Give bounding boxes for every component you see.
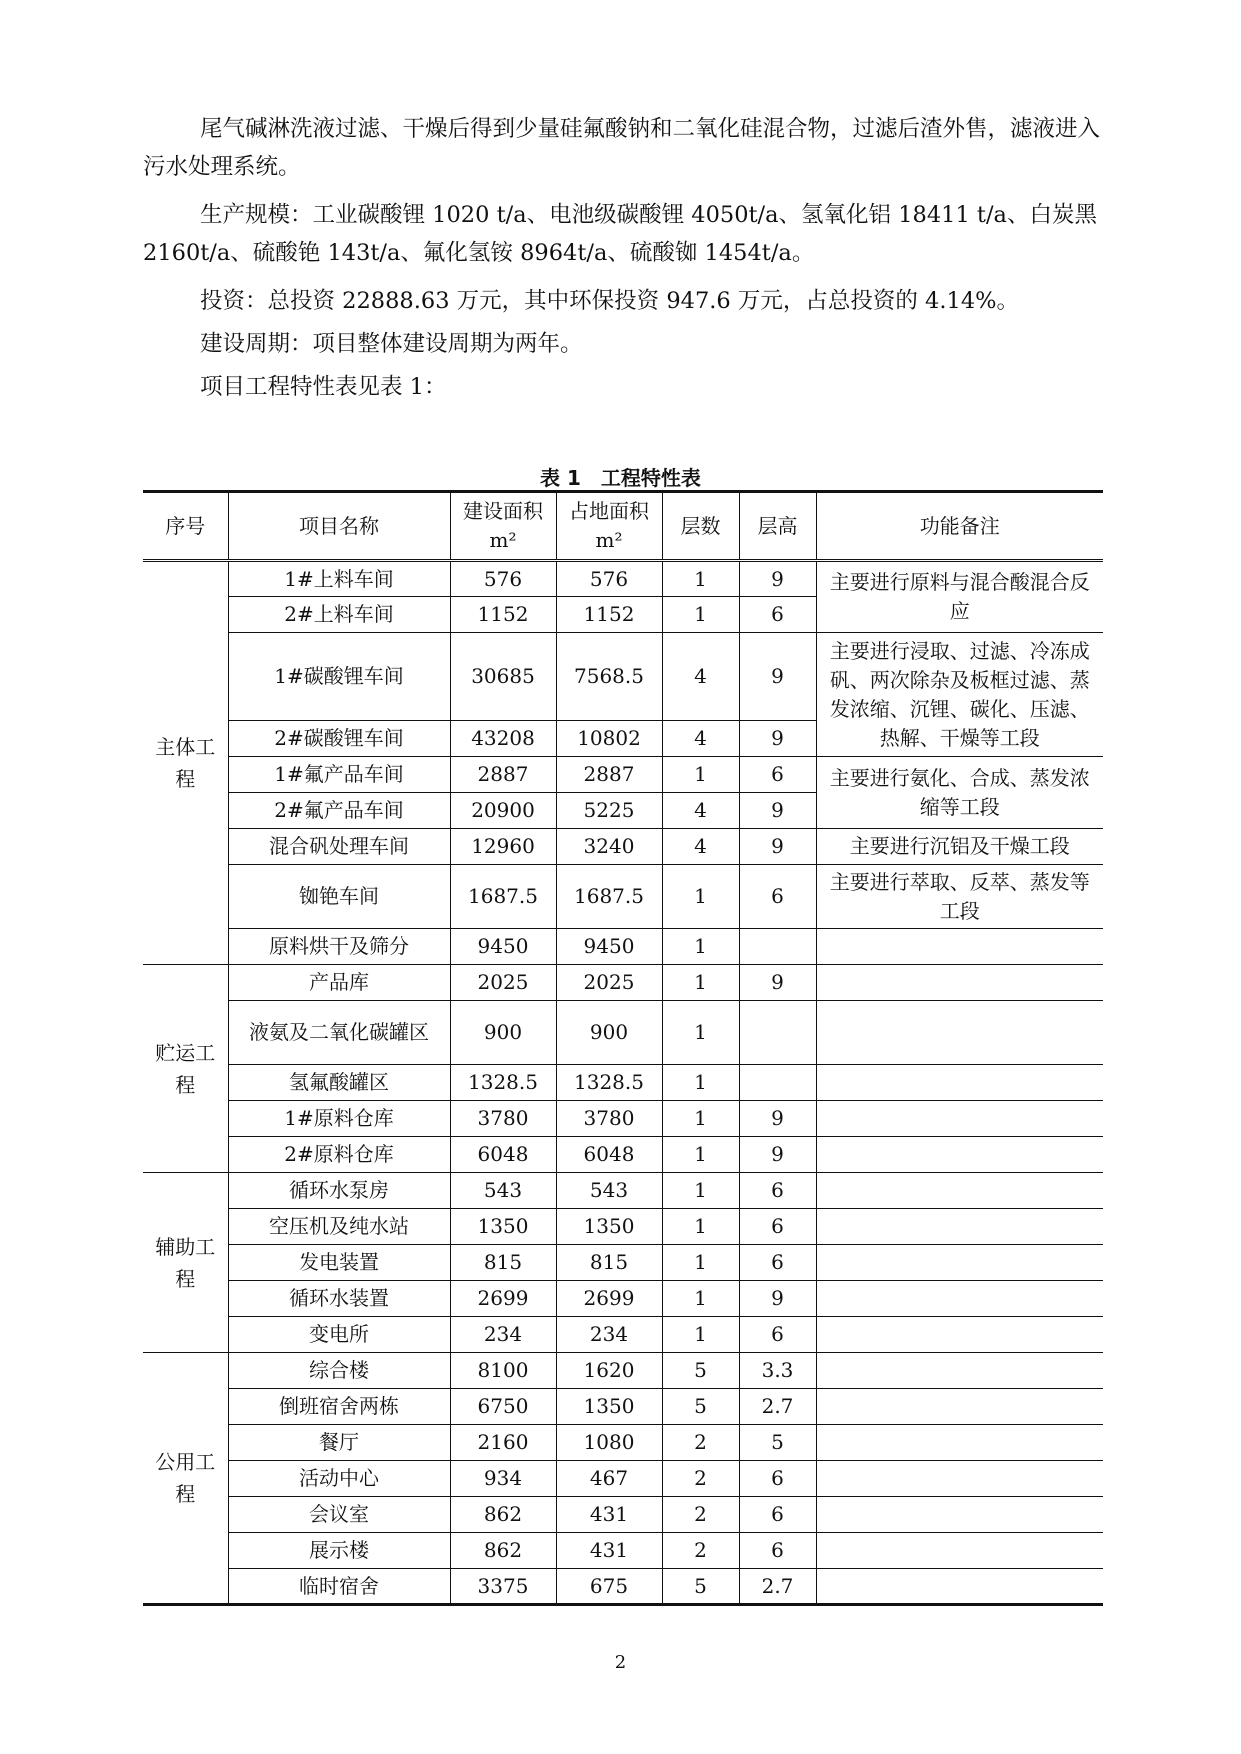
table-row: [143, 1245, 1103, 1281]
cell-note: 主要进行氨化、合成、蒸发浓缩等工段: [816, 757, 1103, 829]
cell-built: 1350: [450, 1209, 556, 1245]
cell-built: 2025: [450, 965, 556, 1001]
cell-land: 675: [556, 1569, 662, 1605]
cell-height: 2.7: [739, 1569, 816, 1605]
table-row: [143, 1425, 1103, 1461]
cell-height: 9: [739, 1101, 816, 1137]
cell-land: 1687.5: [556, 865, 662, 929]
table-row: [143, 1101, 1103, 1137]
cell-name: 发电装置: [228, 1245, 450, 1281]
table-row: [143, 1461, 1103, 1497]
cell-built: 2887: [450, 757, 556, 793]
cell-floors: 1: [662, 1173, 739, 1209]
cell-height: 9: [739, 1281, 816, 1317]
cell-floors: 4: [662, 829, 739, 865]
cell-name: 活动中心: [228, 1461, 450, 1497]
cell-name: 循环水装置: [228, 1281, 450, 1317]
cell-height: 6: [739, 597, 816, 633]
cell-land: 3780: [556, 1101, 662, 1137]
cell-floors: 1: [662, 1281, 739, 1317]
group-storage: 贮运工程: [143, 965, 228, 1173]
cell-floors: 1: [662, 929, 739, 965]
cell-height: 6: [739, 1317, 816, 1353]
cell-name: 会议室: [228, 1497, 450, 1533]
cell-land: 1350: [556, 1209, 662, 1245]
cell-land: 2699: [556, 1281, 662, 1317]
cell-name: 2#原料仓库: [228, 1137, 450, 1173]
header-seq: 序号: [143, 492, 228, 561]
cell-note: [816, 1209, 1103, 1245]
header-floors: 层数: [662, 492, 739, 561]
cell-floors: 2: [662, 1461, 739, 1497]
cell-built: 20900: [450, 793, 556, 829]
cell-height: 9: [739, 965, 816, 1001]
group-public: 公用工程: [143, 1353, 228, 1605]
cell-name: 空压机及纯水站: [228, 1209, 450, 1245]
cell-land: 1350: [556, 1389, 662, 1425]
table-row: [143, 1317, 1103, 1353]
cell-height: 6: [739, 1245, 816, 1281]
cell-height: 5: [739, 1425, 816, 1461]
table-caption: 表 1 工程特性表: [540, 466, 701, 490]
cell-floors: 1: [662, 561, 739, 597]
paragraph-4: 建设周期：项目整体建设周期为两年。: [200, 331, 583, 357]
cell-floors: 1: [662, 1209, 739, 1245]
table-row: [143, 633, 1103, 721]
cell-built: 815: [450, 1245, 556, 1281]
cell-built: 3780: [450, 1101, 556, 1137]
cell-built: 8100: [450, 1353, 556, 1389]
paragraph-5: 项目工程特性表见表 1：: [200, 374, 447, 400]
cell-built: 2160: [450, 1425, 556, 1461]
table-row: [143, 865, 1103, 929]
cell-name: 2#碳酸锂车间: [228, 721, 450, 757]
cell-height: 6: [739, 1497, 816, 1533]
cell-name: 综合楼: [228, 1353, 450, 1389]
cell-floors: 4: [662, 721, 739, 757]
cell-floors: 1: [662, 757, 739, 793]
cell-built: 1152: [450, 597, 556, 633]
cell-land: 9450: [556, 929, 662, 965]
table-row: [143, 1209, 1103, 1245]
cell-name: 氢氟酸罐区: [228, 1065, 450, 1101]
cell-built: 934: [450, 1461, 556, 1497]
cell-height: 6: [739, 1461, 816, 1497]
cell-height: 6: [739, 1173, 816, 1209]
cell-height: 9: [739, 561, 816, 597]
cell-floors: 1: [662, 597, 739, 633]
cell-name: 临时宿舍: [228, 1569, 450, 1605]
cell-height: 9: [739, 793, 816, 829]
cell-land: 2025: [556, 965, 662, 1001]
header-built-area: 建设面积 m²: [450, 492, 556, 561]
cell-note: 主要进行萃取、反萃、蒸发等工段: [816, 865, 1103, 929]
cell-floors: 5: [662, 1569, 739, 1605]
cell-floors: 4: [662, 793, 739, 829]
cell-built: 30685: [450, 633, 556, 721]
cell-floors: 1: [662, 1245, 739, 1281]
cell-floors: 5: [662, 1389, 739, 1425]
cell-built: 6750: [450, 1389, 556, 1425]
cell-built: 900: [450, 1001, 556, 1065]
cell-height: [739, 1065, 816, 1101]
cell-height: [739, 929, 816, 965]
table-row: [143, 1001, 1103, 1065]
cell-built: 862: [450, 1497, 556, 1533]
cell-floors: 1: [662, 1317, 739, 1353]
cell-land: 7568.5: [556, 633, 662, 721]
cell-floors: 5: [662, 1353, 739, 1389]
cell-built: 43208: [450, 721, 556, 757]
cell-name: 2#氟产品车间: [228, 793, 450, 829]
header-height: 层高: [739, 492, 816, 561]
cell-name: 展示楼: [228, 1533, 450, 1569]
table-row: [143, 757, 1103, 793]
cell-floors: 1: [662, 865, 739, 929]
cell-name: 餐厅: [228, 1425, 450, 1461]
header-note: 功能备注: [816, 492, 1103, 561]
cell-land: 1328.5: [556, 1065, 662, 1101]
cell-built: 1687.5: [450, 865, 556, 929]
paragraph-3: 投资：总投资 22888.63 万元，其中环保投资 947.6 万元，占总投资的 4.14%。: [200, 288, 1020, 314]
cell-name: 2#上料车间: [228, 597, 450, 633]
cell-built: 12960: [450, 829, 556, 865]
cell-land: 543: [556, 1173, 662, 1209]
cell-land: 431: [556, 1533, 662, 1569]
cell-name: 铷铯车间: [228, 865, 450, 929]
cell-floors: 1: [662, 1065, 739, 1101]
cell-land: 234: [556, 1317, 662, 1353]
cell-name: 产品库: [228, 965, 450, 1001]
cell-land: 1080: [556, 1425, 662, 1461]
table-row: [143, 1137, 1103, 1173]
cell-note: [816, 1101, 1103, 1137]
cell-height: 9: [739, 1137, 816, 1173]
cell-note: [816, 1389, 1103, 1425]
paragraph-1: 尾气碱淋洗液过滤、干燥后得到少量硅氟酸钠和二氧化硅混合物，过滤后渣外售，滤液进入污水处理系统。: [143, 116, 1101, 180]
cell-name: 1#原料仓库: [228, 1101, 450, 1137]
cell-built: 576: [450, 561, 556, 597]
cell-height: 6: [739, 1209, 816, 1245]
cell-name: 液氨及二氧化碳罐区: [228, 1001, 450, 1065]
cell-height: [739, 1001, 816, 1065]
cell-floors: 1: [662, 1137, 739, 1173]
cell-height: 3.3: [739, 1353, 816, 1389]
group-aux: 辅助工程: [143, 1173, 228, 1353]
cell-note: [816, 1281, 1103, 1317]
cell-built: 9450: [450, 929, 556, 965]
cell-name: 倒班宿舍两栋: [228, 1389, 450, 1425]
cell-land: 815: [556, 1245, 662, 1281]
cell-note: [816, 1533, 1103, 1569]
cell-note: [816, 1137, 1103, 1173]
cell-built: 234: [450, 1317, 556, 1353]
cell-note: [816, 1461, 1103, 1497]
cell-height: 6: [739, 865, 816, 929]
cell-land: 467: [556, 1461, 662, 1497]
table-row: [143, 1353, 1103, 1389]
cell-land: 1620: [556, 1353, 662, 1389]
table-row: [143, 1389, 1103, 1425]
cell-land: 2887: [556, 757, 662, 793]
cell-built: 2699: [450, 1281, 556, 1317]
cell-built: 1328.5: [450, 1065, 556, 1101]
cell-land: 431: [556, 1497, 662, 1533]
table-row: [143, 829, 1103, 865]
table-row: [143, 1281, 1103, 1317]
cell-height: 9: [739, 633, 816, 721]
cell-height: 6: [739, 757, 816, 793]
cell-floors: 4: [662, 633, 739, 721]
cell-note: [816, 929, 1103, 965]
table-row: [143, 1569, 1103, 1605]
cell-note: [816, 1353, 1103, 1389]
cell-land: 10802: [556, 721, 662, 757]
cell-land: 576: [556, 561, 662, 597]
cell-note: [816, 1497, 1103, 1533]
page-number: 2: [614, 1652, 627, 1673]
table-row: [143, 561, 1103, 597]
cell-note: [816, 1425, 1103, 1461]
table-row: [143, 1173, 1103, 1209]
cell-note: 主要进行沉铝及干燥工段: [816, 829, 1103, 865]
cell-land: 900: [556, 1001, 662, 1065]
cell-name: 1#氟产品车间: [228, 757, 450, 793]
cell-land: 1152: [556, 597, 662, 633]
header-land-area: 占地面积 m²: [556, 492, 662, 561]
cell-floors: 2: [662, 1533, 739, 1569]
cell-height: 9: [739, 721, 816, 757]
cell-floors: 2: [662, 1425, 739, 1461]
header-name: 项目名称: [228, 492, 450, 561]
cell-note: [816, 1245, 1103, 1281]
cell-floors: 1: [662, 965, 739, 1001]
cell-floors: 2: [662, 1497, 739, 1533]
table-row: [143, 965, 1103, 1001]
cell-built: 3375: [450, 1569, 556, 1605]
cell-note: [816, 1001, 1103, 1065]
cell-height: 9: [739, 829, 816, 865]
cell-name: 变电所: [228, 1317, 450, 1353]
cell-note: [816, 965, 1103, 1001]
cell-note: [816, 1317, 1103, 1353]
paragraph-2: 生产规模：工业碳酸锂 1020 t/a、电池级碳酸锂 4050t/a、氢氧化铝 18411 t/a、白炭黑 2160t/a、硫酸铯 143t/a、氟化氢铵 8964t/a、硫酸铷 1454t/a。: [143, 202, 1097, 266]
cell-note: 主要进行原料与混合酸混合反应: [816, 561, 1103, 633]
cell-name: 循环水泵房: [228, 1173, 450, 1209]
cell-note: 主要进行浸取、过滤、冷冻成矾、两次除杂及板框过滤、蒸发浓缩、沉锂、碳化、压滤、热解、干燥等工段: [816, 633, 1103, 757]
cell-note: [816, 1173, 1103, 1209]
table-header-row: [143, 492, 1103, 561]
cell-note: [816, 1065, 1103, 1101]
engineering-spec-table: [143, 490, 1103, 1606]
cell-note: [816, 1569, 1103, 1605]
cell-floors: 1: [662, 1101, 739, 1137]
cell-name: 原料烘干及筛分: [228, 929, 450, 965]
cell-name: 1#碳酸锂车间: [228, 633, 450, 721]
cell-built: 543: [450, 1173, 556, 1209]
cell-name: 1#上料车间: [228, 561, 450, 597]
cell-name: 混合矾处理车间: [228, 829, 450, 865]
cell-built: 862: [450, 1533, 556, 1569]
cell-land: 5225: [556, 793, 662, 829]
group-main: 主体工程: [143, 561, 228, 965]
table-row: [143, 1533, 1103, 1569]
table-row: [143, 1497, 1103, 1533]
cell-land: 6048: [556, 1137, 662, 1173]
table-row: [143, 1065, 1103, 1101]
cell-built: 6048: [450, 1137, 556, 1173]
cell-height: 2.7: [739, 1389, 816, 1425]
table-row: [143, 929, 1103, 965]
cell-floors: 1: [662, 1001, 739, 1065]
cell-height: 6: [739, 1533, 816, 1569]
cell-land: 3240: [556, 829, 662, 865]
